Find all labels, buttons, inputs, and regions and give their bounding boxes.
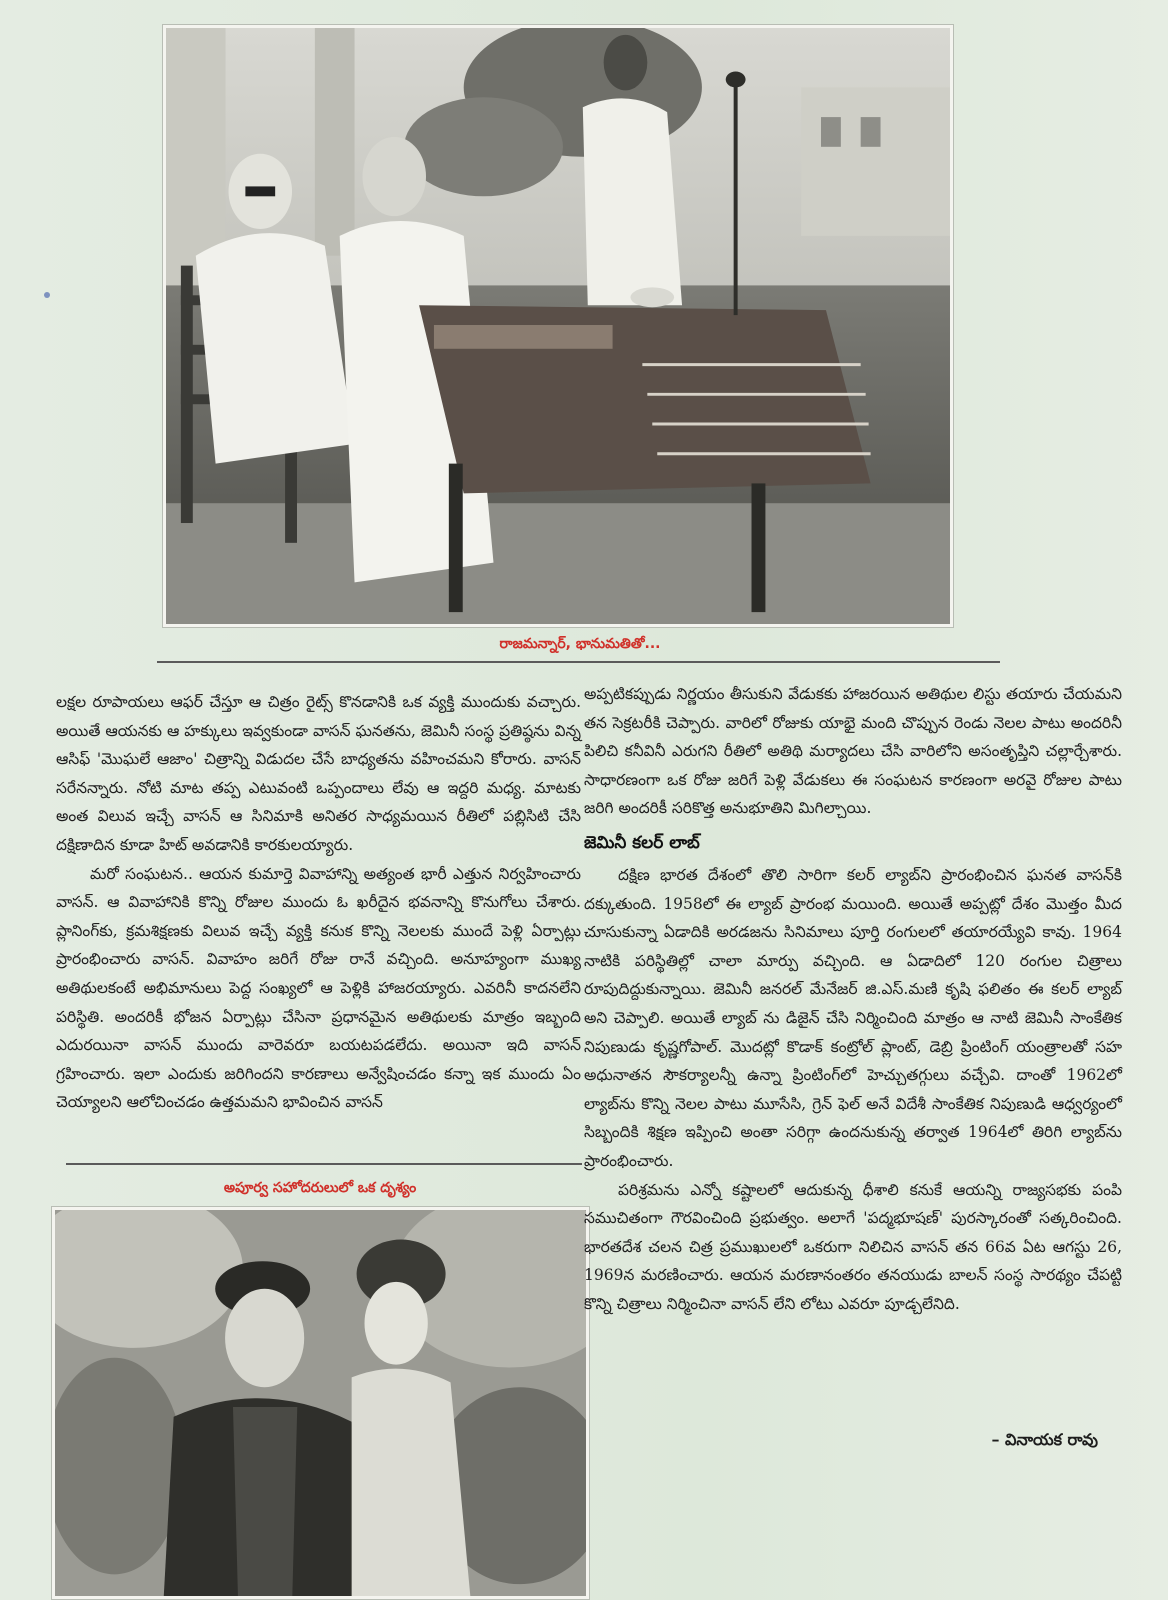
paragraph: లక్షల రూపాయలు ఆఫర్ చేస్తూ ఆ చిత్రం రైట్స్ కొనడానికి ఒక వ్యక్తి ముందుకు వచ్చారు. అయితే ఆయనకు ఆ హక్కులు ఇవ్వకుండా వాసన్ ఘనతను, జెమినీ సంస్థ ప్రతిష్ఠను విన్న ఆసిఫ్ 'మొఘలే ఆజాం' చిత్రాన్ని విడుదల చేసే బాధ్యతను వహించమని కోరారు. వాసన్ సరేనన్నారు. నోటి మాట తప్ప ఎటువంటి ఒప్పందాలు లేవు ఆ ఇద్దరి మధ్య. మాటకు అంత విలువ ఇచ్చే వాసన్ ఆ సినిమాకి అనితర సాధ్యమయిన రీతిలో పబ్లిసిటి చేసి దక్షిణాదిన కూడా హిట్ అవడానికి కారకులయ్యారు. <box>56 693 581 854</box>
section-heading: జెమినీ కలర్ లాబ్ <box>584 832 700 853</box>
divider-top <box>157 661 1000 663</box>
paragraph: మరో సంఘటన.. ఆయన కుమార్తె వివాహాన్ని అత్యంత భారీ ఎత్తున నిర్వహించారు వాసన్. ఆ వివాహానికి కొన్ని రోజుల ముందు ఓ ఖరీదైన భవనాన్ని కొనుగోలు చేశారు. ప్లానింగ్‌కు, క్రమశిక్షణకు విలువ ఇచ్చే వ్యక్తి కనుక కొన్ని నెలలకు ముందే పెళ్లి ఏర్పాట్లు ప్రారంభించారు వాసన్. వివాహం జరిగే రోజు రానే వచ్చింది. అనూహ్యంగా ముఖ్య అతిథులకంటే అభిమానులు పెద్ద సంఖ్యలో ఆ పెళ్లికి హాజరయ్యారు. ఎవరినీ కాదనలేని పరిస్థితి. అందరికీ భోజన ఏర్పాట్లు చేసినా ప్రధానమైన అతిథులకు మాత్రం ఇబ్బంది ఎదురయినా వాసన్ ముందు వారెవరూ బయటపడలేదు. అయినా ఇది వాసన్ గ్రహించారు. ఇలా ఎందుకు జరిగిందని కారణాలు అన్వేషించడం కన్నా ఇక ముందు ఏం చెయ్యాలని ఆలోచించడం ఉత్తమమని భావించిన వాసన్ <box>56 864 581 1112</box>
ink-dot <box>44 292 50 298</box>
caption-bottom-photo: అపూర్వ సహోదరులులో ఒక దృశ్యం <box>223 1180 417 1196</box>
caption-top-photo: రాజమన్నార్, భానుమతితో... <box>499 636 661 652</box>
article-right-column <box>584 680 1122 1318</box>
paragraph: అప్పటికప్పుడు నిర్ణయం తీసుకుని వేడుకకు హాజరయిన అతిథుల లిస్టు తయారు చేయమని తన సెక్రటరీకి చెప్పారు. వారిలో రోజుకు యాభై మంది చొప్పున రెండు నెలల పాటు అందరినీ పిలిచి కనీవినీ ఎరుగని రీతిలో అతిథి మర్యాదలు చేసి వారిలోని అసంతృప్తిని చల్లార్చేశారు. సాధారణంగా ఒక రోజు జరిగే పెళ్లి వేడుకలు ఈ సంఘటన కారణంగా అరవై రోజుల పాటు జరిగి అందరికీ సరికొత్త అనుభూతిని మిగిల్చాయి. <box>584 685 1122 818</box>
photo-illustration-bottom <box>55 1210 586 1596</box>
divider-middle <box>66 1163 582 1165</box>
photo-apoorva-sahodarulu <box>52 1207 589 1599</box>
paragraph: దక్షిణ భారత దేశంలో తొలి సారిగా కలర్ ల్యాబ్‌ని ప్రారంభించిన ఘనత వాసన్‌కి దక్కుతుంది. 1958లో ఈ ల్యాబ్ ప్రారంభ మయింది. అయితే అప్పట్లో దేశం మొత్తం మీద చూసుకున్నా ఏడాదికి అరడజను సినిమాలు పూర్తి రంగులలో తయారయ్యేవి కావు. 1964 నాటికి పరిస్థితిల్లో చాలా మార్పు వచ్చింది. ఆ ఏడాదిలో 120 రంగుల చిత్రాలు రూపుదిద్దుకున్నాయి. జెమినీ జనరల్ మేనేజర్ జి.ఎస్.మణి కృషి ఫలితం ఈ కలర్ ల్యాబ్ అని చెప్పాలి. అయితే ల్యాబ్ ను డిజైన్ చేసి నిర్మించింది మాత్రం ఆ నాటి జెమినీ సాంకేతిక నిపుణుడు కృష్ణగోపాల్. మొదట్లో కొడాక్ కంట్రోల్ ప్లాంట్, డెబ్రి ప్రింటింగ్ యంత్రాలతో సహ అధునాతన సౌకర్యాలన్నీ ఉన్నా ప్రింటింగ్‌లో హెచ్చుతగ్గులు వచ్చేవి. దాంతో 1962లో ల్యాబ్‌ను కొన్ని నెలల పాటు మూసేసి, గ్రెన్ ఫెల్ అనే విదేశీ సాంకేతిక నిపుణుడి ఆధ్వర్యంలో సిబ్బందికి శిక్షణ ఇప్పించి అంతా సరిగ్గా ఉందనుకున్న తర్వాత 1964లో తిరిగి ల్యాబ్‌ను ప్రారంభించారు. <box>584 865 1122 1170</box>
photo-rajamannar-bhanumathi <box>163 25 953 627</box>
paragraph: పరిశ్రమను ఎన్నో కష్టాలలో ఆదుకున్న ధీశాలి కనుకే ఆయన్ని రాజ్యసభకు పంపి సముచితంగా గౌరవించింది ప్రభుత్వం. అలాగే 'పద్మభూషణ్' పురస్కారంతో సత్కరించింది. భారతదేశ చలన చిత్ర ప్రముఖులలో ఒకరుగా నిలిచిన వాసన్ తన 66వ ఏట ఆగస్టు 26, 1969న మరణించారు. ఆయన మరణానంతరం తనయుడు బాలన్ సంస్థ సారథ్యం చేపట్టి కొన్ని చిత్రాలు నిర్మించినా వాసన్ లేని లోటు ఎవరూ పూడ్చలేనిది. <box>584 1180 1122 1313</box>
author-byline: – వినాయక రావు <box>991 1430 1098 1449</box>
article-left-column <box>56 688 581 1117</box>
photo-illustration-top <box>166 28 950 624</box>
